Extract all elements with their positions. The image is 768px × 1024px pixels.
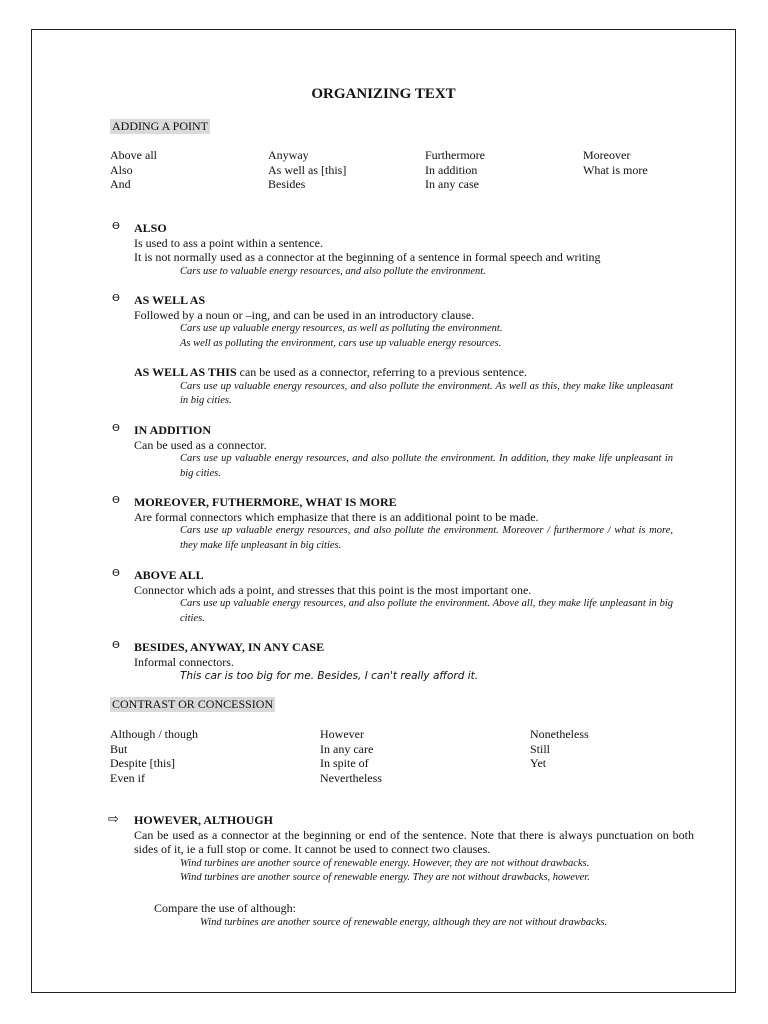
connector-word: Still (530, 741, 551, 756)
connector-word: Even if (110, 770, 145, 785)
document-page (31, 29, 736, 993)
connector-word: Nevertheless (320, 770, 382, 785)
example-sentence: Cars use up valuable energy resources, as well as polluting the environment. (180, 323, 503, 334)
connector-word: In spite of (320, 756, 369, 770)
connector-word: In any care (320, 741, 374, 756)
entry-as-well-as (112, 293, 694, 351)
connector-word: Nonetheless (530, 727, 589, 741)
connector-word: However (320, 727, 364, 741)
entry-heading: IN ADDITION (134, 423, 212, 437)
document-title: ORGANIZING TEXT (311, 86, 456, 102)
entry-heading: AS WELL AS THIS (134, 365, 237, 379)
entry-text: Is used to ass a point within a sentence. (134, 235, 323, 250)
entry-heading: AS WELL AS (134, 293, 206, 307)
compare-block (154, 901, 714, 930)
example-sentence: Cars use to valuable energy resources, and also pollute the environment. (180, 265, 486, 277)
entry-text: Informal connectors. (134, 654, 234, 669)
adding-column-4 (583, 148, 648, 177)
entry-heading: MOREOVER, FUTHERMORE, WHAT IS MORE (134, 495, 397, 509)
entry-line (134, 365, 694, 380)
entry-as-well-as-this (134, 365, 694, 409)
arrow-right-icon: ⇨ (108, 812, 119, 827)
connector-word: Despite [this] (110, 756, 175, 770)
entry-above-all (112, 568, 694, 626)
bullet-icon: ϴ (112, 568, 120, 579)
bullet-icon: ϴ (112, 423, 120, 434)
bullet-icon: ϴ (112, 495, 120, 506)
entry-text: can be used as a connector, referring to a previous sentence. (236, 365, 528, 379)
connector-word: As well as [this] (268, 162, 347, 177)
entry-also (112, 221, 694, 279)
bullet-icon: ϴ (112, 293, 120, 304)
contrast-column-3 (530, 727, 589, 771)
example-sentence: This car is too big for me. Besides, I can't really afford it. (180, 670, 479, 682)
connector-word: Although / though (110, 727, 199, 741)
entry-heading: BESIDES, ANYWAY, IN ANY CASE (134, 640, 325, 654)
entry-however-although (108, 812, 694, 886)
connector-word: Anyway (268, 148, 309, 162)
entry-text: Are formal connectors which emphasize that there is an additional point to be made. (134, 509, 539, 524)
entry-moreover (112, 495, 694, 553)
bullet-icon: ϴ (112, 221, 120, 232)
entry-in-addition (112, 423, 694, 481)
contrast-column-1 (110, 727, 198, 785)
connector-word: Also (110, 162, 133, 177)
entry-heading: HOWEVER, ALTHOUGH (134, 813, 273, 827)
section-heading-adding: ADDING A POINT (112, 119, 208, 133)
example-sentence: As well as polluting the environment, cars use up valuable energy resources. (180, 337, 502, 349)
connector-word: But (110, 741, 128, 756)
example-sentence: Cars use up valuable energy resources, and also pollute the environment. Above all, they make life unpleasant in big cities. (180, 598, 673, 624)
connector-word: Moreover (583, 148, 631, 162)
entry-text: Followed by a noun or –ing, and can be used in an introductory clause. (134, 307, 475, 322)
entry-text: Connector which ads a point, and stresses that this point is the most important one. (134, 582, 532, 597)
connector-word: Besides (268, 177, 306, 191)
adding-column-3 (425, 148, 485, 192)
connector-word: Furthermore (425, 148, 485, 162)
connector-word: What is more (583, 162, 648, 177)
connector-word: In addition (425, 162, 478, 177)
connector-word: In any case (425, 177, 479, 191)
connector-word: And (110, 177, 131, 191)
example-sentence: Cars use up valuable energy resources, and also pollute the environment. As well as this, they make like unpleasant in big cities. (180, 380, 673, 406)
example-sentence: Wind turbines are another source of renewable energy. However, they are not without drawbacks. (180, 857, 590, 869)
adding-column-2 (268, 148, 346, 192)
connector-word: Yet (530, 756, 547, 770)
contrast-column-2 (320, 727, 382, 785)
entry-heading: ABOVE ALL (134, 568, 204, 582)
example-sentence: Cars use up valuable energy resources, and also pollute the environment. In addition, they make life unpleasant in big cities. (180, 453, 673, 479)
example-sentence: Wind turbines are another source of renewable energy, although they are not without drawbacks. (200, 916, 608, 928)
compare-label: Compare the use of although: (154, 901, 296, 915)
entry-text: Can be used as a connector at the beginning or end of the sentence. Note that there is always punctuation on both sides of it, ie a full stop or come. It cannot be used to connect two clauses. (134, 827, 694, 856)
connector-word: Above all (110, 148, 157, 162)
entry-text: Can be used as a connector. (134, 437, 267, 452)
entry-text: It is not normally used as a connector at the beginning of a sentence in formal speech and writing (134, 250, 601, 264)
example-sentence: Cars use up valuable energy resources, and also pollute the environment. Moreover / furthermore / what is more, they make life unpleasant in big cities. (180, 525, 673, 551)
adding-column-1 (110, 148, 157, 192)
example-sentence: Wind turbines are another source of renewable energy. They are not without drawbacks, however. (180, 872, 590, 883)
entry-besides (112, 640, 694, 684)
entry-heading: ALSO (134, 221, 167, 235)
bullet-icon: ϴ (112, 640, 120, 651)
section-heading-contrast: CONTRAST OR CONCESSION (112, 697, 274, 711)
